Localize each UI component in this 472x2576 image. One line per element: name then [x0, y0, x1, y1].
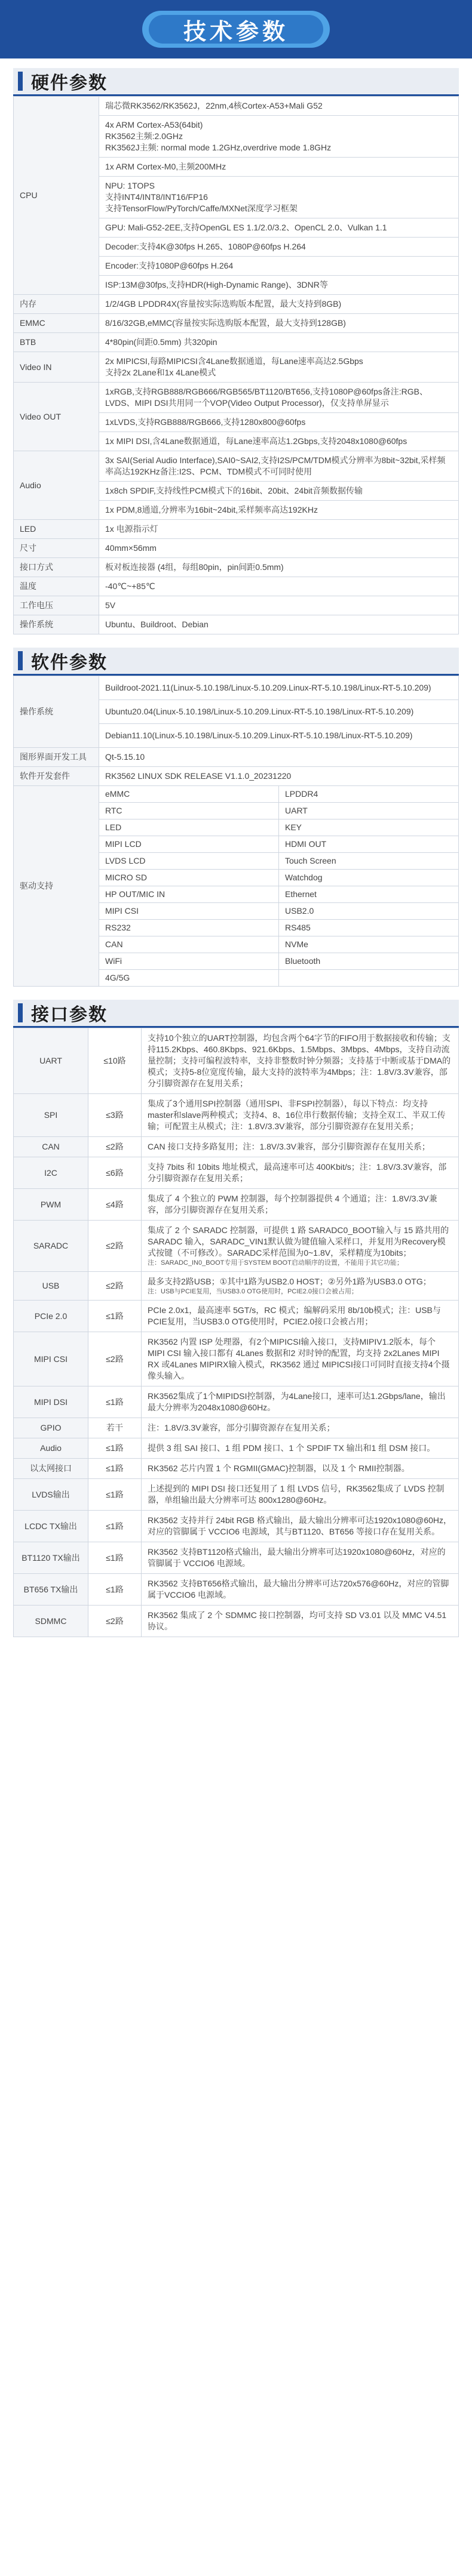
spec-line: 40mm×56mm: [105, 543, 157, 553]
gui-row: [14, 748, 459, 767]
hardware-row: [14, 97, 459, 116]
hardware-row: [14, 615, 459, 634]
interface-desc: [142, 1574, 459, 1606]
driver-item: [279, 970, 459, 987]
content: [0, 68, 472, 1637]
spec-key: Video IN: [14, 352, 99, 383]
interface-count: ≤2路: [88, 1332, 142, 1386]
spec-line: 1x PDM,8通道,分辨率为16bit~24bit,采样频率高达192KHz: [105, 505, 318, 514]
interface-desc-text: PCIe 2.0x1，最高速率 5GT/s，RC 模式；编解码采用 8b/10b模式；注：USB与PCIE复用，当USB3.0 OTG使用时，PCIE2.0接口会被占用；: [148, 1305, 441, 1326]
driver-item: LPDDR4: [279, 786, 459, 803]
driver-item: 4G/5G: [99, 970, 279, 987]
interface-row: [14, 1137, 459, 1157]
spec-value: [99, 276, 459, 295]
interface-desc-text: RK3562 支持BT656格式输出，最大输出分辨率可达720x576@60Hz，对应的管脚属于VCCIO6 电源域。: [148, 1579, 449, 1600]
interface-desc: [142, 1511, 459, 1542]
driver-item: RS232: [99, 920, 279, 936]
driver-item: MIPI LCD: [99, 836, 279, 853]
spec-value: [99, 352, 459, 383]
spec-line: NPU: 1TOPS: [105, 181, 155, 190]
spec-key: EMMC: [14, 314, 99, 333]
interface-name: MIPI DSI: [14, 1386, 88, 1418]
interface-desc: [142, 1221, 459, 1272]
interface-name: Audio: [14, 1438, 88, 1459]
driver-item: RTC: [99, 803, 279, 819]
driver-item: eMMC: [99, 786, 279, 803]
interface-count: ≤10路: [88, 1028, 142, 1094]
spec-line: 板对板连接器 (4组，每组80pin，pin间距0.5mm): [105, 562, 284, 572]
spec-key: 软件开发套件: [14, 767, 99, 786]
header-banner: [0, 0, 472, 58]
hardware-row: [14, 520, 459, 539]
interface-count: ≤2路: [88, 1221, 142, 1272]
interface-desc-text: 注：1.8V/3.3V兼容，部分引脚资源存在复用关系；: [148, 1423, 335, 1432]
interface-count: ≤1路: [88, 1511, 142, 1542]
interface-desc: [142, 1094, 459, 1137]
driver-item: USB2.0: [279, 903, 459, 920]
interface-desc-text: RK3562 芯片内置 1 个 RGMII(GMAC)控制器，以及 1 个 RMII控制器。: [148, 1463, 410, 1473]
interface-desc-text: RK3562 集成了 2 个 SDMMC 接口控制器，均可支持 SD V3.01 以及 MMC V4.51 协议。: [148, 1610, 447, 1631]
driver-item: Bluetooth: [279, 953, 459, 970]
spec-line: 1/2/4GB LPDDR4X(容量按实际选购版本配置，最大支持到8GB): [105, 299, 342, 309]
interface-name: SPI: [14, 1094, 88, 1137]
os-value: Buildroot-2021.11(Linux-5.10.198/Linux-5.10.209.Linux-RT-5.10.198/Linux-RT-5.10.209): [99, 676, 459, 700]
spec-line: -40℃~+85℃: [105, 581, 155, 591]
interface-name: UART: [14, 1028, 88, 1094]
spec-line: Encoder:支持1080P@60fps H.264: [105, 261, 234, 270]
spec-line: 5V: [105, 600, 116, 610]
os-value: Ubuntu20.04(Linux-5.10.198/Linux-5.10.209.Linux-RT-5.10.198/Linux-RT-5.10.209): [99, 700, 459, 724]
interface-table: [13, 1028, 459, 1637]
interface-name: BT656 TX输出: [14, 1574, 88, 1606]
spec-line: 4*80pin(间距0.5mm) 共320pin: [105, 337, 217, 347]
hardware-row: [14, 333, 459, 352]
interface-desc-text: RK3562 支持BT1120格式输出，最大输出分辨率可达1920x1080@60Hz，对应的管脚属于 VCCIO6 电源域。: [148, 1547, 446, 1568]
spec-line: Decoder:支持4K@30fps H.265、1080P@60fps H.264: [105, 242, 306, 251]
spec-key: Audio: [14, 451, 99, 520]
driver-item: MICRO SD: [99, 870, 279, 886]
interface-note: 注：SARADC_IN0_BOOT专用于SYSTEM BOOT启动顺序的设置，不能用于其它功能；: [148, 1259, 403, 1267]
interface-desc-text: 集成了3个通用SPI控制器（通用SPI、非FSPI控制器），每以下特点：均支持master和slave两种模式；支持4、8、16位串行数据传输；支持全双工、半双工传输；可配置主从模式；注：1.8V/3.3V兼容，部分引脚资源存在复用关系；: [148, 1099, 446, 1131]
spec-key: 工作电压: [14, 596, 99, 615]
spec-value: [99, 314, 459, 333]
spec-value: [99, 482, 459, 501]
spec-line: 1x ARM Cortex-M0,主频200MHz: [105, 162, 226, 171]
spec-value: [99, 539, 459, 558]
hardware-row: [14, 314, 459, 333]
interface-name: GPIO: [14, 1418, 88, 1438]
interface-name: SARADC: [14, 1221, 88, 1272]
spec-line: 1x 电源指示灯: [105, 524, 158, 534]
interface-row: [14, 1332, 459, 1386]
interface-count: ≤1路: [88, 1479, 142, 1511]
spec-value: [99, 451, 459, 482]
interface-count: ≤3路: [88, 1094, 142, 1137]
driver-item: LVDS LCD: [99, 853, 279, 870]
interface-name: 以太网接口: [14, 1459, 88, 1479]
spec-line: 支持2x 2Lane和1x 4Lane模式: [105, 368, 216, 377]
interface-desc-text: 集成了 4 个独立的 PWM 控制器，每个控制器提供 4 个通道；注：1.8V/3.3V兼容，部分引脚资源存在复用关系；: [148, 1194, 437, 1215]
interface-count: ≤1路: [88, 1386, 142, 1418]
driver-item: UART: [279, 803, 459, 819]
interface-desc-text: 支持10个独立的UART控制器，均包含两个64字节的FIFO用于数据接收和传输；支持115.2Kbps、460.8Kbps、921.6Kbps、1.5Mbps、3Mbps、4Mbps，支持自动流量控制；支持可编程波特率，支持非整数时钟分频器；支持基于中断或基于DMA的模式；支持5-8位宽度传输，最大支持的波特率为4Mbps；注：1.8V/3.3V兼容，部分引脚资源存在复用关系；: [148, 1033, 451, 1088]
interface-name: CAN: [14, 1137, 88, 1157]
interface-desc-text: 上述提到的 MIPI DSI 接口还复用了 1 组 LVDS 信号，RK3562集成了 LVDS 控制器，单组输出最大分辨率可达 800x1280@60Hz。: [148, 1484, 445, 1505]
spec-value: [99, 116, 459, 158]
hardware-row: [14, 577, 459, 596]
spec-value: [99, 558, 459, 577]
interface-desc: [142, 1028, 459, 1094]
interface-row: [14, 1479, 459, 1511]
interface-desc: [142, 1438, 459, 1459]
interface-row: [14, 1221, 459, 1272]
spec-key: CPU: [14, 97, 99, 295]
spec-value: [99, 257, 459, 276]
interface-count: ≤6路: [88, 1157, 142, 1189]
interface-row: [14, 1574, 459, 1606]
interface-row: [14, 1189, 459, 1221]
driver-item: HP OUT/MIC IN: [99, 886, 279, 903]
hardware-row: [14, 295, 459, 314]
interface-row: [14, 1418, 459, 1438]
spec-value: [99, 577, 459, 596]
spec-value: RK3562 LINUX SDK RELEASE V1.1.0_20231220: [99, 767, 459, 786]
interface-count: ≤1路: [88, 1459, 142, 1479]
driver-item: RS485: [279, 920, 459, 936]
interface-desc: [142, 1301, 459, 1332]
spec-value: [99, 177, 459, 218]
driver-item: Touch Screen: [279, 853, 459, 870]
interface-name: I2C: [14, 1157, 88, 1189]
interface-desc: [142, 1272, 459, 1301]
spec-value: [99, 97, 459, 116]
spec-line: Ubuntu、Buildroot、Debian: [105, 620, 209, 629]
section-title: 硬件参数: [31, 73, 108, 93]
hardware-table: [13, 96, 459, 634]
spec-line: 8/16/32GB,eMMC(容量按实际选购版本配置，最大支持到128GB): [105, 318, 346, 328]
hardware-row: [14, 451, 459, 482]
interface-name: BT1120 TX输出: [14, 1542, 88, 1574]
spec-line: 1x8ch SPDIF,支持线性PCM模式下的16bit、20bit、24bit音频数据传输: [105, 486, 363, 495]
spec-key: 操作系统: [14, 615, 99, 634]
driver-item: Watchdog: [279, 870, 459, 886]
interface-count: ≤1路: [88, 1542, 142, 1574]
hardware-row: [14, 352, 459, 383]
section-title: 接口参数: [31, 1005, 108, 1025]
interface-count: ≤2路: [88, 1606, 142, 1637]
interface-count: ≤1路: [88, 1301, 142, 1332]
software-table: [13, 676, 459, 987]
spec-key: 操作系统: [14, 676, 99, 748]
interface-name: PWM: [14, 1189, 88, 1221]
interface-desc-text: CAN 接口支持多路复用；注：1.8V/3.3V兼容，部分引脚资源存在复用关系；: [148, 1142, 430, 1151]
interface-count: 若干: [88, 1418, 142, 1438]
interface-desc: [142, 1459, 459, 1479]
interface-count: ≤1路: [88, 1574, 142, 1606]
interface-desc-text: 最多支持2路USB；①其中1路为USB2.0 HOST；②另外1路为USB3.0 OTG；: [148, 1277, 431, 1286]
spec-value: Qt-5.15.10: [99, 748, 459, 767]
spec-line: 3x SAI(Serial Audio Interface),SAI0~SAI2,支持I2S/PCM/TDM模式分辨率为8bit~32bit,采样频率高达192KHz备注:I2S、PCM、TDM模式不可同时使用: [105, 455, 446, 476]
software-section-header: [13, 648, 459, 676]
interface-row: [14, 1157, 459, 1189]
driver-item: CAN: [99, 936, 279, 953]
spec-key: 内存: [14, 295, 99, 314]
spec-value: [99, 596, 459, 615]
interface-desc: [142, 1386, 459, 1418]
interface-name: PCIe 2.0: [14, 1301, 88, 1332]
interface-desc: [142, 1542, 459, 1574]
interface-row: [14, 1438, 459, 1459]
interface-desc-text: 集成了 2 个 SARADC 控制器，可提供 1 路 SARADC0_BOOT输入与 15 路共用的 SARADC 输入，SARADC_VIN1默认做为键值输入采样口，并复用为Recovery模式按键（不可修改）。SARADC采样范围为0~1.8V，采样精度为10bits；: [148, 1225, 449, 1258]
spec-value: [99, 238, 459, 257]
hardware-row: [14, 596, 459, 615]
interface-name: LCDC TX输出: [14, 1511, 88, 1542]
spec-key: BTB: [14, 333, 99, 352]
interface-desc: [142, 1189, 459, 1221]
interface-row: [14, 1511, 459, 1542]
driver-item: Ethernet: [279, 886, 459, 903]
driver-item: NVMe: [279, 936, 459, 953]
spec-line: 支持TensorFlow/PyTorch/Caffe/MXNet深度学习框架: [105, 204, 298, 213]
hardware-section-header: [13, 68, 459, 96]
spec-key: LED: [14, 520, 99, 539]
spec-line: 4x ARM Cortex-A53(64bit): [105, 120, 203, 130]
interface-row: [14, 1272, 459, 1301]
section-title: 软件参数: [31, 653, 108, 673]
interface-count: ≤2路: [88, 1137, 142, 1157]
interface-desc: [142, 1332, 459, 1386]
driver-item: HDMI OUT: [279, 836, 459, 853]
interface-desc: [142, 1479, 459, 1511]
spec-value: [99, 501, 459, 520]
interface-name: LVDS输出: [14, 1479, 88, 1511]
spec-line: GPU: Mali-G52-2EE,支持OpenGL ES 1.1/2.0/3.2、OpenCL 2.0、Vulkan 1.1: [105, 223, 387, 232]
hardware-row: [14, 539, 459, 558]
page-title: 技术参数: [149, 15, 323, 44]
spec-value: [99, 413, 459, 432]
interface-desc-text: 提供 3 组 SAI 接口、1 组 PDM 接口、1 个 SPDIF TX 输出和1 组 DSM 接口。: [148, 1443, 436, 1453]
interface-desc: [142, 1157, 459, 1189]
spec-key: 接口方式: [14, 558, 99, 577]
interface-count: ≤1路: [88, 1438, 142, 1459]
interface-section-header: [13, 1000, 459, 1028]
driver-item: KEY: [279, 819, 459, 836]
spec-line: 1xLVDS,支持RGB888/RGB666,支持1280x800@60fps: [105, 417, 306, 427]
interface-row: [14, 1542, 459, 1574]
interface-desc: [142, 1137, 459, 1157]
os-value: Debian11.10(Linux-5.10.198/Linux-5.10.209.Linux-RT-5.10.198/Linux-RT-5.10.209): [99, 724, 459, 748]
spec-value: [99, 432, 459, 451]
interface-desc-text: RK3562 支持并行 24bit RGB 格式输出，最大输出分辨率可达1920x1080@60Hz，对应的管脚属于 VCCIO6 电源域，其与BT1120、BT656 等接口存在复用关系。: [148, 1515, 452, 1536]
spec-value: [99, 383, 459, 413]
spec-key: 温度: [14, 577, 99, 596]
interface-row: [14, 1459, 459, 1479]
driver-row: [14, 786, 459, 803]
title-pill: [142, 11, 330, 48]
interface-note: 注：USB与PCIE复用，当USB3.0 OTG使用时，PCIE2.0接口会被占用；: [148, 1288, 358, 1295]
section-marker: [18, 1003, 23, 1022]
section-marker: [18, 651, 23, 670]
spec-value: [99, 218, 459, 238]
os-row: [14, 676, 459, 700]
spec-key: 图形界面开发工具: [14, 748, 99, 767]
spec-line: 1xRGB,支持RGB888/RGB666/RGB565/BT1120/BT656,支持1080P@60fps备注:RGB、LVDS、MIPI DSI共用同一个VOP(Video Output Processor)，仅支持单屏显示: [105, 387, 428, 408]
spec-value: [99, 615, 459, 634]
spec-line: 支持INT4/INT8/INT16/FP16: [105, 192, 208, 202]
driver-item: WiFi: [99, 953, 279, 970]
interface-name: MIPI CSI: [14, 1332, 88, 1386]
spec-value: [99, 333, 459, 352]
interface-row: [14, 1028, 459, 1094]
spec-key: Video OUT: [14, 383, 99, 451]
spec-line: ISP:13M@30fps,支持HDR(High-Dynamic Range)、3DNR等: [105, 280, 328, 289]
spec-key: 尺寸: [14, 539, 99, 558]
spec-value: [99, 295, 459, 314]
interface-row: [14, 1094, 459, 1137]
driver-item: MIPI CSI: [99, 903, 279, 920]
spec-value: [99, 520, 459, 539]
sdk-row: [14, 767, 459, 786]
interface-count: ≤2路: [88, 1272, 142, 1301]
interface-row: [14, 1606, 459, 1637]
interface-name: USB: [14, 1272, 88, 1301]
spec-line: RK3562主频:2.0GHz: [105, 131, 183, 141]
spec-line: 2x MIPICSI,每路MIPICSI含4Lane数据通道，每Lane速率高达2.5Gbps: [105, 356, 363, 366]
interface-desc-text: RK3562集成了1个MIPIDSI控制器，为4Lane接口，速率可达1.2Gbps/lane，输出最大分辨率为2048x1080@60Hz。: [148, 1391, 446, 1412]
interface-row: [14, 1386, 459, 1418]
interface-row: [14, 1301, 459, 1332]
interface-name: SDMMC: [14, 1606, 88, 1637]
hardware-row: [14, 383, 459, 413]
hardware-row: [14, 558, 459, 577]
interface-desc: [142, 1418, 459, 1438]
interface-desc-text: 支持 7bits 和 10bits 地址模式，最高速率可达 400Kbit/s；注：1.8V/3.3V兼容，部分引脚资源存在复用关系；: [148, 1162, 447, 1183]
spec-key: 驱动支持: [14, 786, 99, 987]
spec-line: RK3562J主频: normal mode 1.2GHz,overdrive mode 1.8GHz: [105, 143, 332, 152]
interface-desc-text: RK3562 内置 ISP 处理器，有2个MIPICSI输入接口，支持MIPIV1.2版本，每个 MIPI CSI 输入接口都有 4Lanes 数据和2 对时钟的配置，均支持 2x2Lanes MIPI RX 或4Lanes MIPIRX输入模式，RK3562 通过 MIPICSI接口可同时直接支持4个摄像头输入。: [148, 1337, 450, 1381]
section-marker: [18, 72, 23, 91]
interface-desc: [142, 1606, 459, 1637]
spec-line: 1x MIPI DSI,含4Lane数据通道，每Lane速率高达1.2Gbps,支持2048x1080@60fps: [105, 436, 407, 446]
interface-count: ≤4路: [88, 1189, 142, 1221]
spec-line: 瑞芯微RK3562/RK3562J，22nm,4核Cortex-A53+Mali G52: [105, 101, 323, 110]
spec-value: [99, 158, 459, 177]
driver-item: LED: [99, 819, 279, 836]
